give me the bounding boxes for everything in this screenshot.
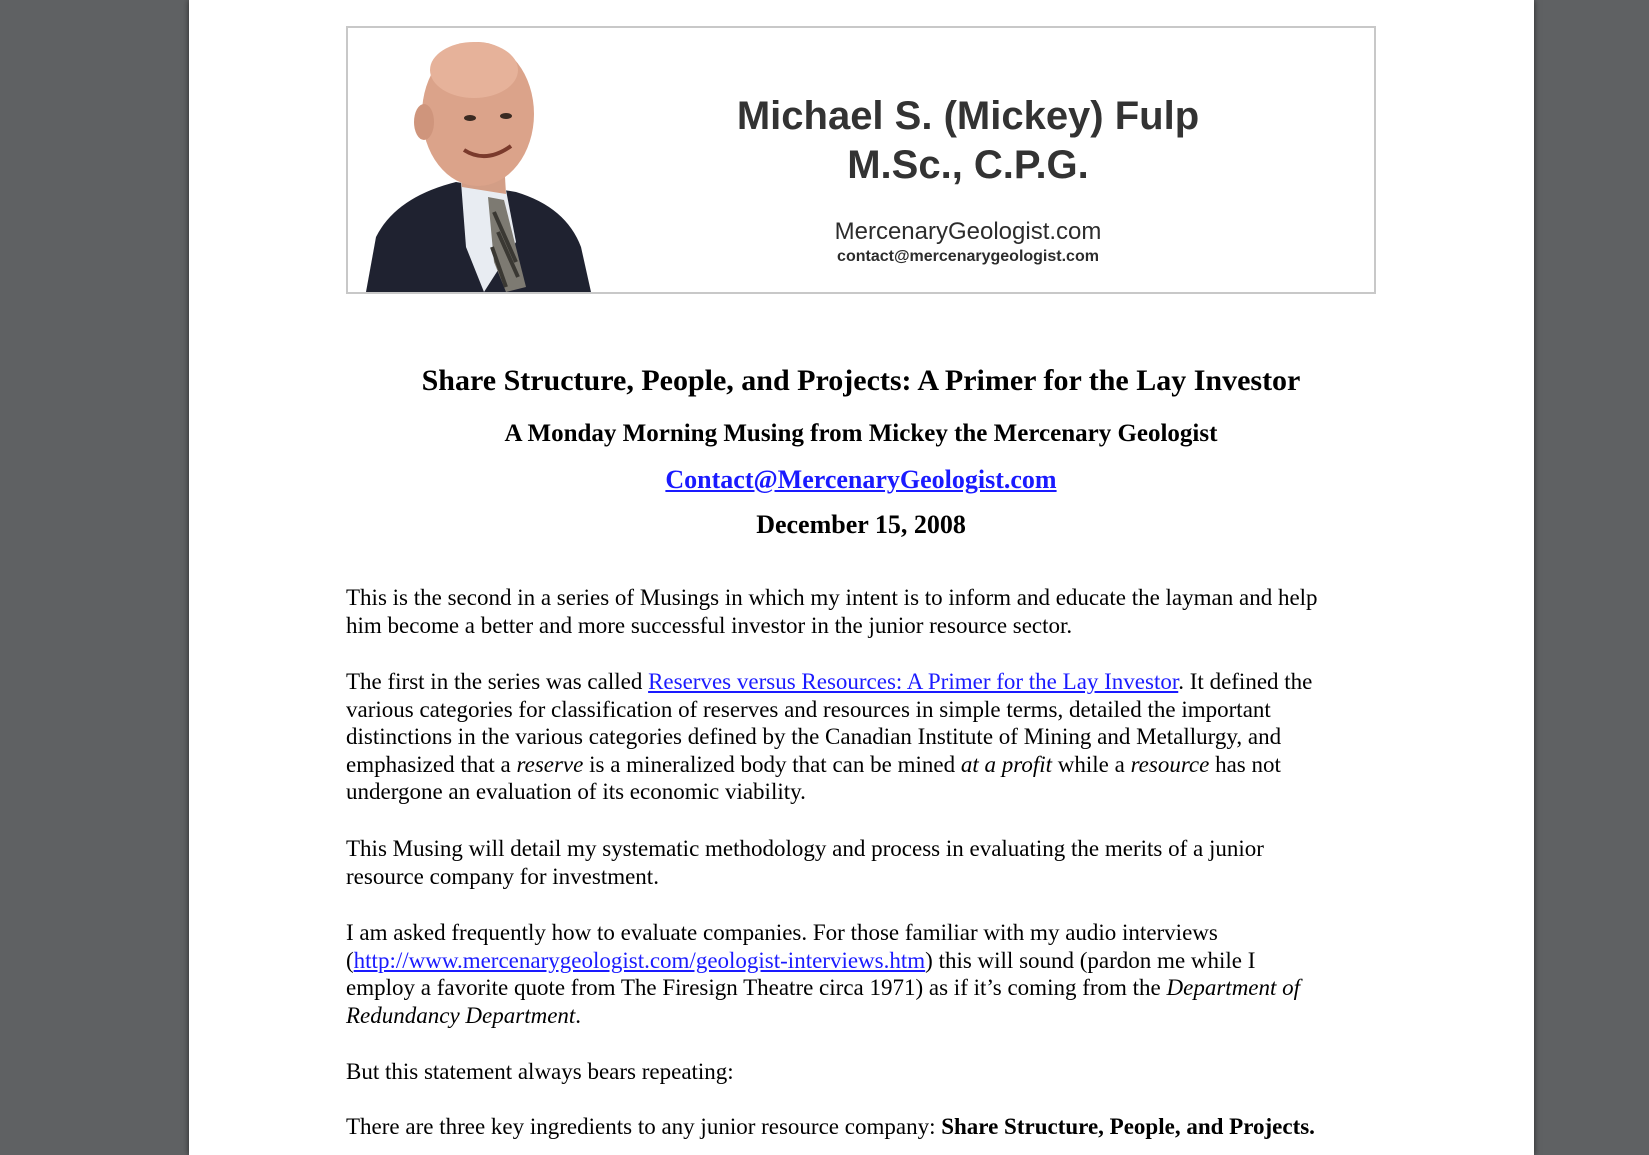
italic-reserve: reserve	[516, 751, 584, 777]
italic-department: Department of	[1166, 975, 1301, 1000]
text-segment: is a mineralized body that can be mined	[583, 751, 961, 777]
text-line: resource company for investment.	[346, 863, 659, 889]
text-segment: employ a favorite quote from The Firesign Theatre circa 1971) as if it’s coming from the	[346, 975, 1167, 1000]
bold-key-ingredients: Share Structure, People, and Projects.	[941, 1114, 1315, 1139]
text-segment: . It defined the	[1178, 669, 1313, 694]
paragraph-methodology	[346, 835, 1376, 890]
interviews-url-link[interactable]: http://www.mercenarygeologist.com/geologist-interviews.htm	[353, 947, 926, 973]
banner-credentials: M.Sc., C.P.G.	[847, 143, 1089, 187]
contact-email-link[interactable]: Contact@MercenaryGeologist.com	[665, 465, 1057, 494]
text-line: This is the second in a series of Musings in which my intent is to inform and educate the layman and help	[346, 585, 1318, 610]
text-segment: has not	[1209, 751, 1281, 777]
banner-email: contact@mercenarygeologist.com	[837, 248, 1099, 265]
paragraph-first-series	[346, 668, 1376, 806]
text-segment: .	[575, 1002, 582, 1028]
italic-redundancy: Redundancy Department	[346, 1002, 576, 1028]
text-segment: There are three key ingredients to any junior resource company:	[346, 1114, 942, 1139]
text-line: But this statement always bears repeating:	[346, 1059, 734, 1084]
text-line: undergone an evaluation of its economic viability.	[346, 779, 806, 804]
article-date: December 15, 2008	[756, 510, 966, 539]
paragraph-interviews	[346, 919, 1376, 1029]
text-segment: The first in the series was called	[346, 669, 649, 694]
article-subtitle: A Monday Morning Musing from Mickey the Mercenary Geologist	[504, 420, 1218, 447]
text-segment: emphasized that a	[346, 751, 517, 777]
article-title: Share Structure, People, and Projects: A Primer for the Lay Investor	[421, 364, 1301, 397]
reserves-vs-resources-link[interactable]: Reserves versus Resources: A Primer for the Lay Investor	[648, 669, 1179, 694]
italic-resource: resource	[1130, 751, 1210, 777]
banner-name: Michael S. (Mickey) Fulp	[736, 94, 1200, 138]
author-photo	[366, 32, 596, 292]
document-page	[189, 0, 1534, 1155]
contact-link-wrapper	[346, 465, 1376, 495]
header-banner	[346, 26, 1376, 294]
text-line: I am asked frequently how to evaluate companies. For those familiar with my audio interviews	[346, 920, 1218, 945]
paragraph-statement	[346, 1058, 1376, 1086]
banner-website: MercenaryGeologist.com	[834, 218, 1102, 245]
text-line: distinctions in the various categories defined by the Canadian Institute of Mining and Metallurgy, and	[346, 724, 1282, 749]
paragraph-key-ingredients	[346, 1113, 1376, 1141]
text-segment: while a	[1052, 751, 1131, 777]
text-segment: (	[346, 947, 354, 973]
paragraph-intro	[346, 584, 1376, 639]
text-line: This Musing will detail my systematic methodology and process in evaluating the merits of a junior	[346, 836, 1264, 861]
text-line: various categories for classification of reserves and resources in simple terms, detailed the important	[346, 696, 1271, 722]
text-segment: ) this will sound (pardon me while I	[925, 947, 1256, 973]
italic-at-a-profit: at a profit	[960, 751, 1052, 777]
text-line: him become a better and more successful investor in the junior resource sector.	[346, 612, 1073, 638]
